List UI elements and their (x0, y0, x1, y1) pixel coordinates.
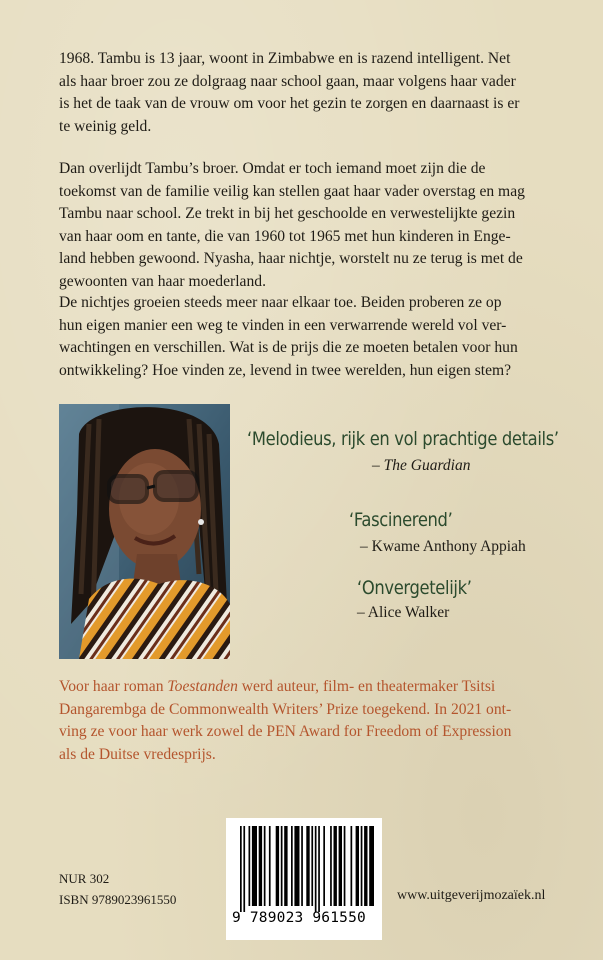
barcode-bar (318, 826, 320, 912)
barcode-bar (276, 826, 279, 906)
blurb-line: Tambu naar school. Ze trekt in bij het geschoolde en verwestelijkte gezin (59, 205, 516, 223)
author-photo (59, 404, 230, 659)
blurb-line: Dan overlijdt Tambu’s broer. Omdat er toch iemand moet zijn die de (59, 160, 486, 177)
barcode-bar (284, 826, 287, 906)
barcode-bar (301, 826, 303, 906)
bio-text: Dangarembga de Commonwealth Writers’ Prize toegekend. In 2021 ont- (59, 700, 512, 718)
barcode-bar (361, 826, 363, 906)
barcode-bar (334, 826, 337, 906)
blurb-line: wachtingen en verschillen. Wat is de prijs die ze moeten betalen voor hun (59, 339, 518, 357)
isbn-barcode (226, 818, 382, 940)
barcode-bar (311, 826, 313, 906)
barcode-bar (323, 826, 325, 906)
barcode-bar (364, 826, 367, 906)
blurb-line: van haar oom en tante, die van 1960 tot 1965 met hun kinderen in Enge- (59, 227, 511, 245)
blurb-line: gewoonten van haar moederland. (59, 272, 266, 290)
bio-book-title: Toestanden (167, 678, 238, 695)
blurb-paragraph-2 (59, 158, 559, 294)
barcode-bar (344, 826, 346, 906)
blurb-line: als haar broer zou ze dolgraag naar school gaan, maar volgens haar vader (59, 72, 516, 90)
barcode-bar (240, 826, 242, 912)
barcode-bar (249, 826, 251, 906)
bio-text: werd auteur, film- en theatermaker Tsitsi (237, 678, 496, 695)
review-attribution (360, 538, 526, 556)
barcode-bar (259, 826, 262, 906)
blurb-line: is het de taak van de vrouw om voor het gezin te zorgen en daarnaast is er (59, 95, 520, 113)
review-attribution (357, 604, 449, 622)
barcode-bar (294, 826, 299, 906)
barcode-bar (306, 826, 309, 906)
barcode-bar (330, 826, 332, 906)
review-quote: ‘Onvergetelijk’ (357, 577, 472, 599)
publisher-url: www.uitgeverijmozaïek.nl (397, 888, 546, 903)
blurb-line: te weinig geld. (59, 117, 152, 135)
review-attribution (372, 457, 470, 475)
attribution-dash: – (360, 538, 372, 555)
barcode-bar (269, 826, 271, 906)
barcode-bar (356, 826, 359, 906)
barcode-bar (339, 826, 342, 906)
isbn-code: ISBN 9789023961550 (59, 892, 177, 907)
blurb-line: land hebben gewoond. Nyasha, haar nichtje, worstelt nu ze terug is met de (59, 250, 523, 268)
attribution-dash: – (357, 604, 368, 621)
blurb-line: hun eigen manier een weg te vinden in een verwarrende wereld vol ver- (59, 316, 507, 334)
author-bio (59, 676, 559, 766)
barcode-bar (315, 826, 317, 912)
barcode-digits: 9 789023 961550 (232, 910, 366, 926)
barcode-bar (281, 826, 283, 906)
attribution-source: Alice Walker (367, 604, 450, 621)
blurb-line: De nichtjes groeien steeds meer naar elkaar toe. Beiden proberen ze op (59, 294, 502, 311)
attribution-source: Kwame Anthony Appiah (371, 538, 526, 555)
blurb-line: 1968. Tambu is 13 jaar, woont in Zimbabwe en is razend intelligent. Net (59, 50, 511, 67)
barcode-bar (369, 826, 374, 906)
attribution-dash: – (372, 457, 384, 474)
review-quote: ‘Fascinerend’ (349, 509, 453, 531)
review-quote: ‘Melodieus, rijk en vol prachtige details’ (247, 428, 559, 450)
bio-text: ving ze voor haar werk zowel de PEN Award for Freedom of Expression (59, 723, 512, 741)
attribution-source: The Guardian (383, 457, 471, 474)
barcode-bars (234, 826, 374, 912)
bio-text: als de Duitse vredesprijs. (59, 745, 216, 763)
blurb-paragraph-3 (59, 292, 559, 382)
barcode-bar (264, 826, 266, 906)
barcode-bar (243, 826, 245, 912)
blurb-line: toekomst van de familie veilig kan stellen gaat haar vader overstag en mag (59, 182, 525, 200)
nur-code: NUR 302 (59, 871, 110, 886)
barcode-bar (351, 826, 353, 906)
blurb-paragraph-1 (59, 48, 559, 138)
barcode-bar (252, 826, 257, 906)
bio-text: Voor haar roman (59, 678, 168, 695)
barcode-bar (291, 826, 293, 906)
blurb-line: ontwikkeling? Hoe vinden ze, levend in twee werelden, hun eigen stem? (59, 361, 512, 379)
